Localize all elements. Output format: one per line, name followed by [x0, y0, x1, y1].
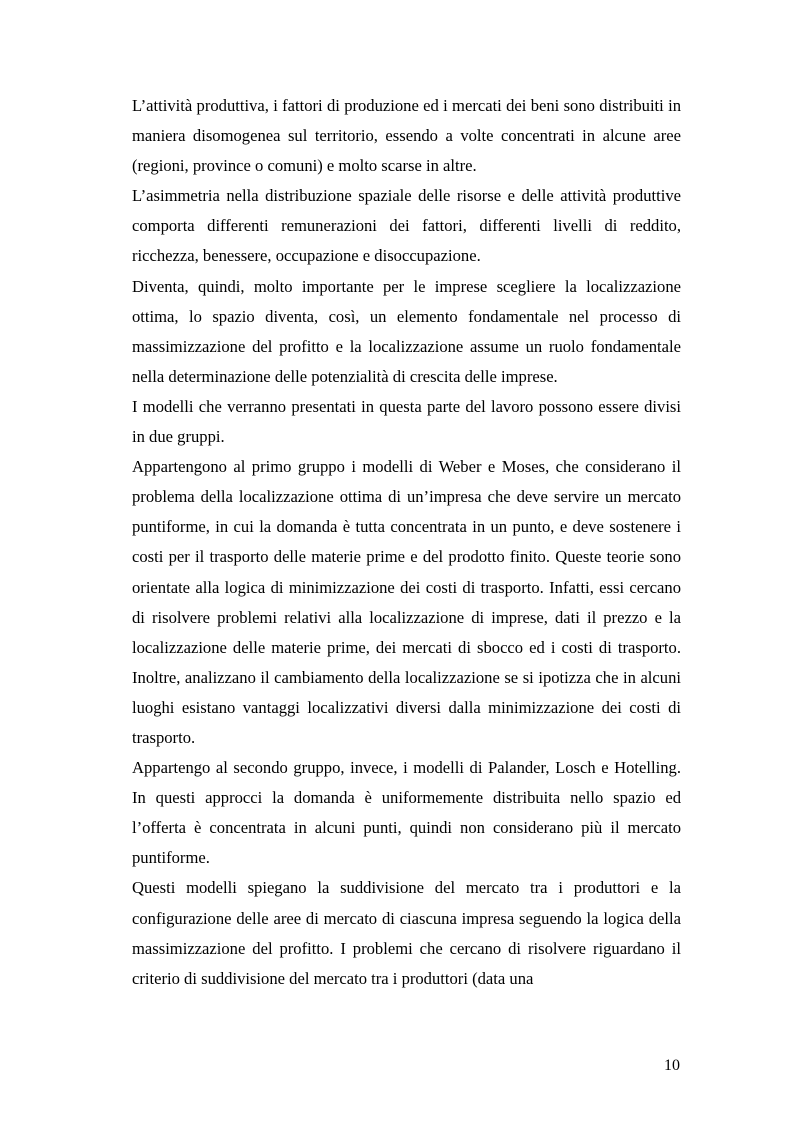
paragraph-5: Appartengono al primo gruppo i modelli di Weber e Moses, che considerano il problema della localizzazione ottima di un’impresa che deve servire un mercato puntiforme, in cui la domanda è tutta concentrata in un punto, e deve sostenere i costi per il trasporto delle materie prime e del prodotto finito. Queste teorie sono orientate alla logica di minimizzazione dei costi di trasporto. Infatti, essi cercano di risolvere problemi relativi alla localizzazione di imprese, dati il prezzo e la localizzazione delle materie prime, dei mercati di sbocco ed i costi di trasporto. Inoltre, analizzano il cambiamento della localizzazione se si ipotizza che in alcuni luoghi esistano vantaggi localizzativi diversi dalla minimizzazione dei costi di trasporto. [132, 457, 681, 747]
paragraph-2: L’asimmetria nella distribuzione spaziale delle risorse e delle attività produttive comporta differenti remunerazioni dei fattori, differenti livelli di reddito, ricchezza, benessere, occupazione e disoccupazione. [132, 186, 681, 266]
paragraph-7: Questi modelli spiegano la suddivisione del mercato tra i produttori e la configurazione delle aree di mercato di ciascuna impresa seguendo la logica della massimizzazione del profitto. I problemi che cercano di risolvere riguardano il criterio di suddivisione del mercato tra i produttori (data una [132, 878, 681, 988]
body-text [132, 91, 681, 994]
paragraph-4: I modelli che verranno presentati in questa parte del lavoro possono essere divisi in due gruppi. [132, 396, 681, 447]
paragraph-3: Diventa, quindi, molto importante per le imprese scegliere la localizzazione ottima, lo spazio diventa, così, un elemento fondamentale nel processo di massimizzazione del profitto e la localizzazione assume un ruolo fondamentale nella determinazione delle potenzialità di crescita delle imprese. [132, 276, 681, 386]
paragraph-1: L’attività produttiva, i fattori di produzione ed i mercati dei beni sono distribuiti in maniera disomogenea sul territorio, essendo a volte concentrati in alcune aree (regioni, province o comuni) e molto scarse in altre. [132, 96, 681, 176]
page-number: 10 [664, 1057, 680, 1074]
paragraph-6: Appartengo al secondo gruppo, invece, i modelli di Palander, Losch e Hotelling. In questi approcci la domanda è uniformemente distribuita nello spazio ed l’offerta è concentrata in alcuni punti, quindi non considerano più il mercato puntiforme. [132, 758, 681, 868]
